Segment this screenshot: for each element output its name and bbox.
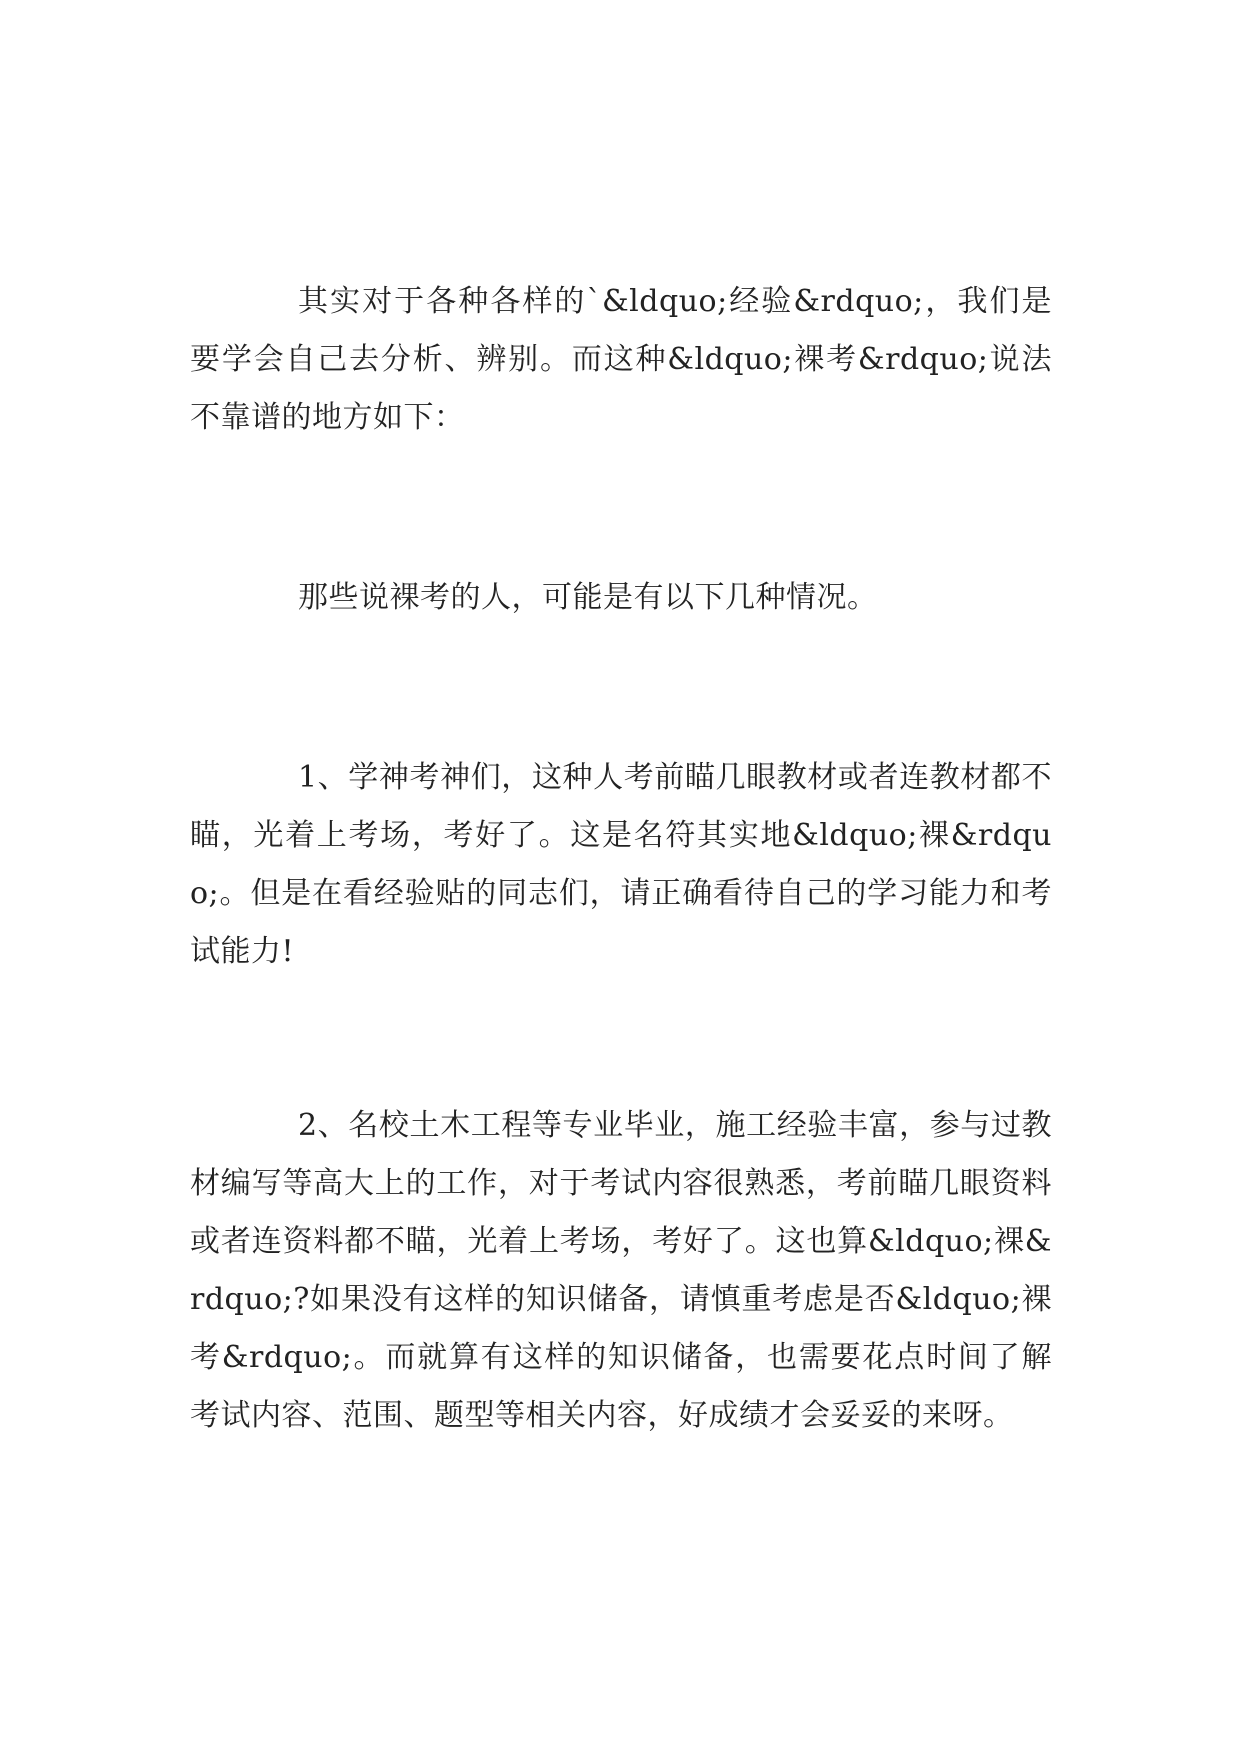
paragraph-experience-analysis: 其实对于各种各样的`&ldquo;经验&rdquo;，我们是要学会自己去分析、辨别。而这种&ldquo;裸考&rdquo;说法不靠谱的地方如下： bbox=[190, 284, 1052, 435]
paragraph-situations-intro: 那些说裸考的人，可能是有以下几种情况。 bbox=[298, 580, 878, 615]
paragraph-point-1: 1、学神考神们，这种人考前瞄几眼教材或者连教材都不瞄，光着上考场，考好了。这是名符其实地&ldquo;裸&rdquo;。但是在看经验贴的同志们，请正确看待自己的学习能力和考试能力! bbox=[190, 760, 1052, 969]
paragraph-point-2: 2、名校土木工程等专业毕业，施工经验丰富，参与过教材编写等高大上的工作，对于考试内容很熟悉，考前瞄几眼资料或者连资料都不瞄，光着上考场，考好了。这也算&ldquo;裸&rdquo;?如果没有这样的知识储备，请慎重考虑是否&ldquo;裸考&rdquo;。而就算有这样的知识储备，也需要花点时间了解考试内容、范围、题型等相关内容，好成绩才会妥妥的来呀。 bbox=[190, 1108, 1052, 1433]
document-page bbox=[190, 0, 1052, 1754]
